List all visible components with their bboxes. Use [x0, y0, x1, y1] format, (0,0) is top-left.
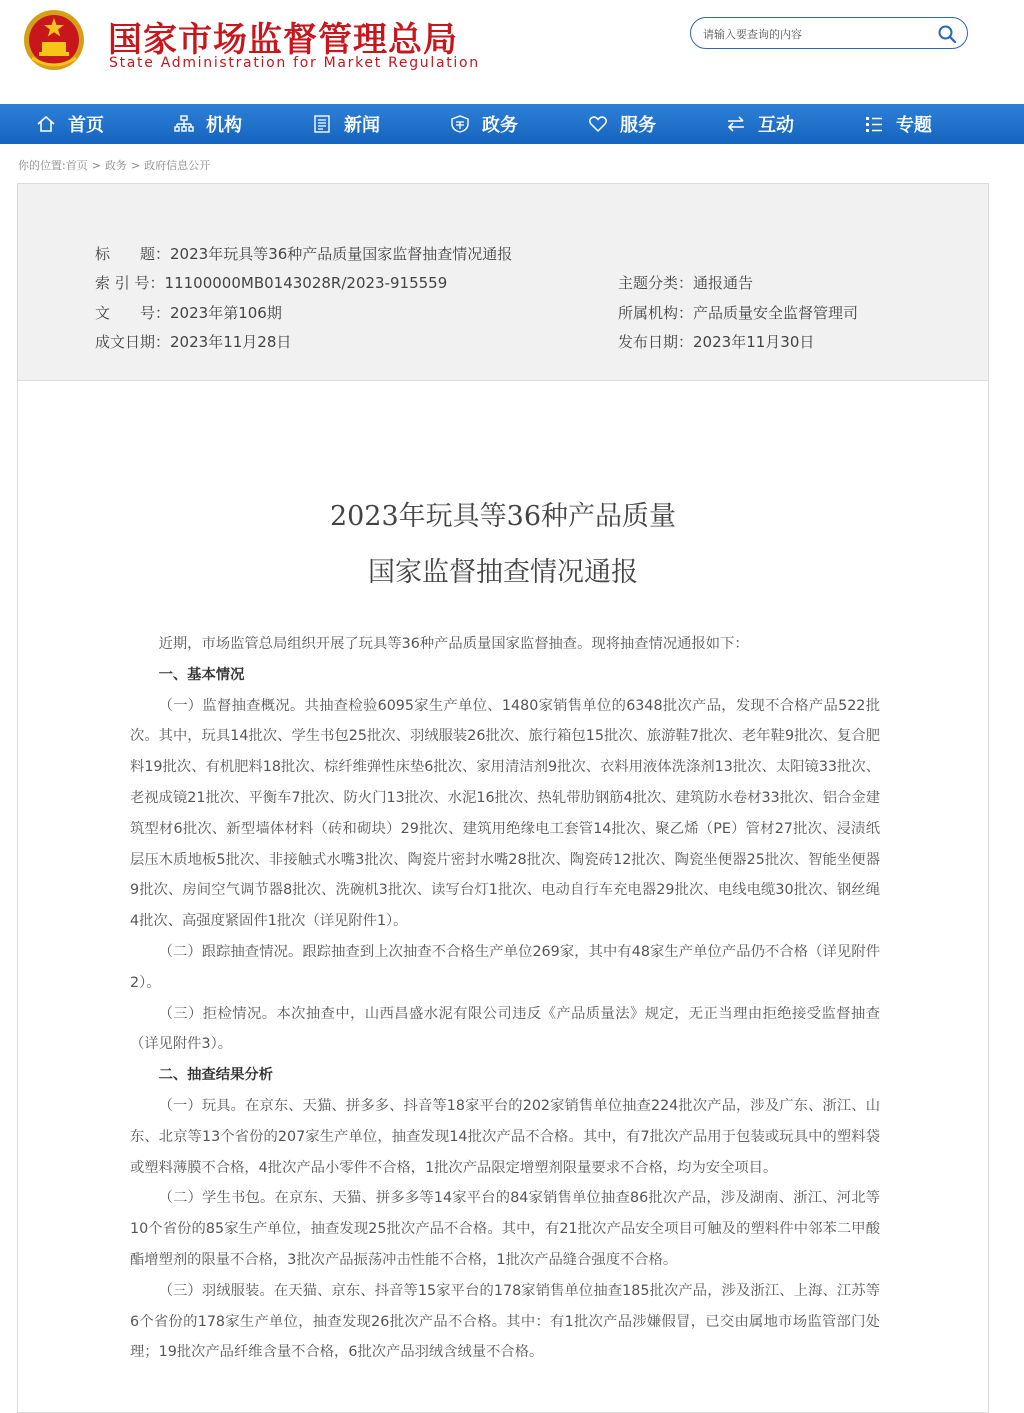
nav-label: 政务	[482, 115, 518, 136]
heart-service-icon	[588, 114, 608, 134]
document-title-line2: 国家监督抽查情况通报	[368, 557, 638, 588]
topics-list-icon	[864, 114, 884, 134]
meta-category-value: 通报通告	[693, 274, 754, 292]
breadcrumb-affairs[interactable]: 政务	[104, 159, 127, 172]
document-body	[130, 629, 880, 1368]
article-panel	[17, 183, 989, 1413]
meta-publish-value: 2023年11月30日	[693, 333, 815, 351]
breadcrumb	[18, 157, 210, 173]
nav-label: 互动	[758, 115, 794, 136]
breadcrumb-sep: >	[91, 159, 101, 172]
paragraph: （二）学生书包。在京东、天猫、拼多多等14家平台的84家销售单位抽查86批次产品，涉及湖南、浙江、河北等10个省份的85家生产单位，抽查发现25批次产品不合格。其中，有21批次产品安全项目可触及的塑料件中邻苯二甲酸酯增塑剂的限量不合格，3批次产品振荡冲击性能不合格，1批次产品缝合强度不合格。	[130, 1190, 880, 1268]
breadcrumb-prefix: 你的位置:	[18, 159, 66, 172]
exchange-arrows-icon	[726, 114, 746, 134]
site-title-en: State Administration for Market Regulation	[109, 55, 480, 71]
meta-written-date	[95, 331, 291, 352]
paragraph: 近期，市场监管总局组织开展了玩具等36种产品质量国家监督抽查。现将抽查情况通报如下：	[158, 636, 749, 652]
site-header	[0, 0, 1024, 104]
meta-index-value: 11100000MB0143028R/2023-915559	[164, 274, 448, 292]
nav-item-affairs[interactable]	[450, 104, 518, 144]
news-icon	[312, 114, 332, 134]
org-chart-icon	[174, 114, 194, 134]
meta-written-value: 2023年11月28日	[170, 333, 292, 351]
nav-label: 服务	[620, 115, 656, 136]
meta-publish-date	[618, 331, 814, 352]
meta-index-label: 索 引 号：	[95, 274, 165, 292]
section-heading: 二、抽查结果分析	[158, 1067, 273, 1084]
section-heading: 一、基本情况	[158, 666, 245, 683]
government-affairs-icon	[450, 114, 470, 134]
meta-title	[95, 243, 512, 264]
meta-org-label: 所属机构：	[618, 304, 694, 322]
meta-written-label: 成文日期：	[95, 333, 171, 351]
breadcrumb-info-disclosure[interactable]: 政府信息公开	[144, 159, 211, 172]
nav-label: 专题	[896, 115, 932, 136]
meta-docno-value: 2023年第106期	[170, 304, 282, 322]
meta-docno	[95, 302, 282, 323]
nav-label: 首页	[68, 115, 104, 136]
meta-org-value: 产品质量安全监督管理司	[693, 304, 859, 322]
breadcrumb-sep: >	[130, 159, 141, 172]
search-input[interactable]	[701, 23, 930, 45]
home-icon	[36, 114, 56, 134]
nav-label: 机构	[206, 115, 242, 136]
site-title-cn[interactable]: 国家市场监督管理总局	[108, 20, 458, 60]
meta-category	[618, 272, 753, 293]
nav-item-news[interactable]	[312, 104, 380, 144]
nav-item-org[interactable]	[174, 104, 242, 144]
document-meta	[18, 184, 988, 381]
nav-item-service[interactable]	[588, 104, 656, 144]
paragraph: （一）监督抽查概况。共抽查检验6095家生产单位、1480家销售单位的6348批次产品，发现不合格产品522批次。其中，玩具14批次、学生书包25批次、羽绒服装26批次、旅行箱包15批次、旅游鞋7批次、老年鞋9批次、复合肥料19批次、有机肥料18批次、棕纤维弹性床垫6批次、家用清洁剂9批次、衣料用液体洗涤剂13批次、太阳镜33批次、老视成镜21批次、平衡车7批次、防火门13批次、水泥16批次、热轧带肋钢筋4批次、建筑防水卷材33批次、铝合金建筑型材6批次、新型墙体材料（砖和砌块）29批次、建筑用绝缘电工套管14批次、聚乙烯（PE）管材27批次、浸渍纸层压木质地板5批次、非接触式水嘴3批次、陶瓷片密封水嘴28批次、陶瓷砖12批次、陶瓷坐便器25批次、智能坐便器9批次、房间空气调节器8批次、洗碗机3批次、读写台灯1批次、电动自行车充电器29批次、电线电缆30批次、钢丝绳4批次、高强度紧固件1批次（详见附件1）。	[130, 697, 880, 930]
paragraph: （二）跟踪抽查情况。跟踪抽查到上次抽查不合格生产单位269家，其中有48家生产单位产品仍不合格（详见附件2）。	[130, 943, 880, 991]
main-nav	[0, 104, 1024, 144]
paragraph: （一）玩具。在京东、天猫、拼多多、抖音等18家平台的202家销售单位抽查224批次产品，涉及广东、浙江、山东、北京等13个省份的207家生产单位，抽查发现14批次产品不合格。其中，有7批次产品用于包装或玩具中的塑料袋或塑料薄膜不合格，4批次产品小零件不合格，1批次产品限定增塑剂限量要求不合格，均为安全项目。	[130, 1097, 880, 1176]
meta-index	[95, 272, 447, 293]
meta-org	[618, 302, 858, 323]
meta-publish-label: 发布日期：	[618, 333, 694, 351]
nav-label: 新闻	[344, 115, 380, 136]
breadcrumb-home[interactable]: 首页	[65, 159, 88, 172]
national-emblem-icon[interactable]	[22, 6, 86, 74]
search-box	[690, 17, 968, 49]
meta-docno-label: 文 号：	[95, 304, 171, 322]
document-title-line1: 2023年玩具等36种产品质量	[329, 501, 677, 532]
nav-item-topics[interactable]	[864, 104, 932, 144]
paragraph: （三）拒检情况。本次抽查中，山西昌盛水泥有限公司违反《产品质量法》规定，无正当理由拒绝接受监督抽查（详见附件3）。	[130, 1005, 880, 1053]
nav-item-home[interactable]	[36, 104, 104, 144]
nav-item-interact[interactable]	[726, 104, 794, 144]
meta-title-label: 标 题：	[95, 245, 171, 263]
paragraph: （三）羽绒服装。在天猫、京东、抖音等15家平台的178家销售单位抽查185批次产品，涉及浙江、上海、江苏等6个省份的178家生产单位，抽查发现26批次产品不合格。其中：有1批次产品涉嫌假冒，已交由属地市场监管部门处理；19批次产品纤维含量不合格，6批次产品羽绒含绒量不合格。	[130, 1282, 880, 1361]
meta-category-label: 主题分类：	[618, 274, 694, 292]
meta-title-value: 2023年玩具等36种产品质量国家监督抽查情况通报	[170, 245, 513, 263]
search-icon[interactable]	[937, 24, 957, 44]
